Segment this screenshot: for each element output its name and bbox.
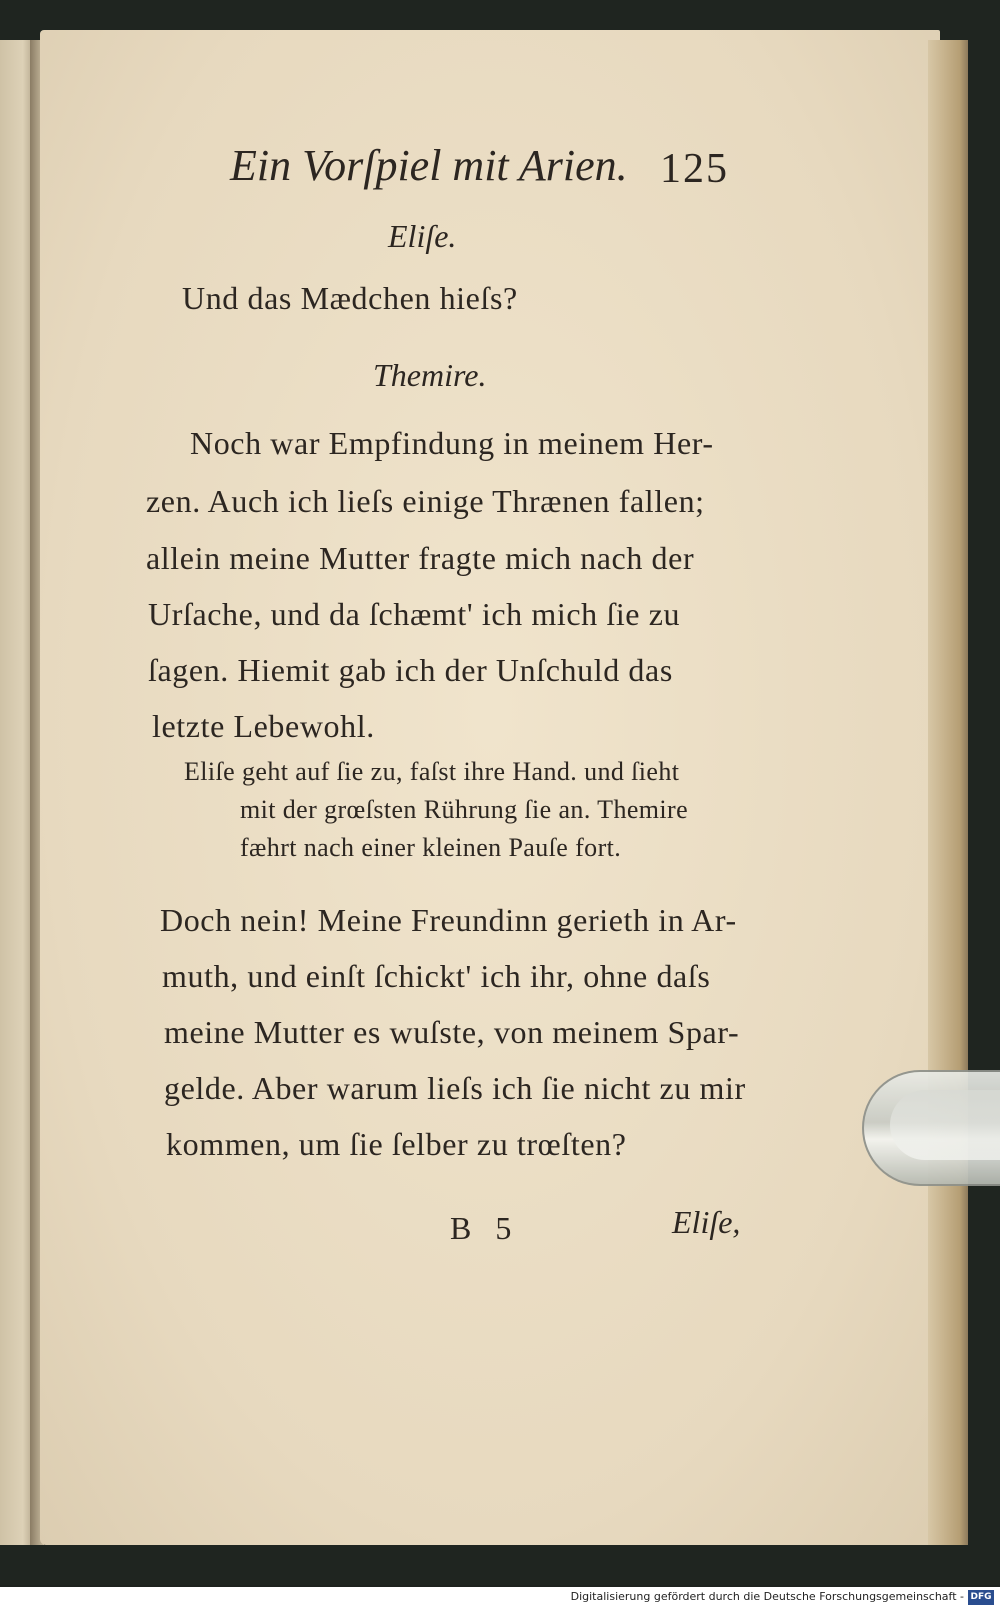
text-line: gelde. Aber warum lieſs ich ſie nicht zu mir — [164, 1070, 746, 1106]
speaker-name: Themire. — [373, 357, 487, 393]
stage-direction-line: Eliſe geht auf ſie zu, faſst ihre Hand. und ſieht — [184, 757, 680, 786]
text-line: letzte Lebewohl. — [152, 708, 375, 744]
text-line: Doch nein! Meine Freundinn gerieth in Ar- — [160, 902, 737, 938]
page-stack-edge — [928, 40, 968, 1545]
text-line: Und das Mædchen hieſs? — [182, 280, 518, 316]
book-page — [40, 30, 940, 1545]
text-line: Urſache, und da ſchæmt' ich mich ſie zu — [148, 596, 681, 632]
text-line: meine Mutter es wuſste, von meinem Spar- — [164, 1014, 740, 1050]
catchword: Eliſe, — [672, 1204, 741, 1240]
signature-mark: B 5 — [450, 1210, 520, 1246]
footer-credit: Digitalisierung gefördert durch die Deutsche Forschungsgemeinschaft - — [570, 1590, 964, 1603]
text-line: muth, und einſt ſchickt' ich ihr, ohne daſs — [162, 958, 711, 994]
page-number: 125 — [660, 146, 729, 192]
speaker-name: Eliſe. — [388, 218, 457, 254]
footer-bar — [0, 1587, 1000, 1610]
dfg-logo: DFG — [968, 1590, 994, 1605]
text-line: allein meine Mutter fragte mich nach der — [146, 540, 695, 576]
text-line: Noch war Empfindung in meinem Her- — [190, 425, 714, 461]
stage-direction-line: mit der grœſsten Rührung ſie an. Themire — [240, 795, 689, 824]
stage-direction-line: fæhrt nach einer kleinen Pauſe fort. — [240, 833, 622, 862]
page-clip-highlight — [890, 1090, 1000, 1160]
text-line: ſagen. Hiemit gab ich der Unſchuld das — [148, 652, 673, 688]
text-line: kommen, um ſie ſelber zu trœſten? — [166, 1126, 627, 1162]
running-head: Ein Vorſpiel mit Arien. — [230, 141, 628, 190]
text-line: zen. Auch ich lieſs einige Thrænen fallen; — [146, 483, 705, 519]
